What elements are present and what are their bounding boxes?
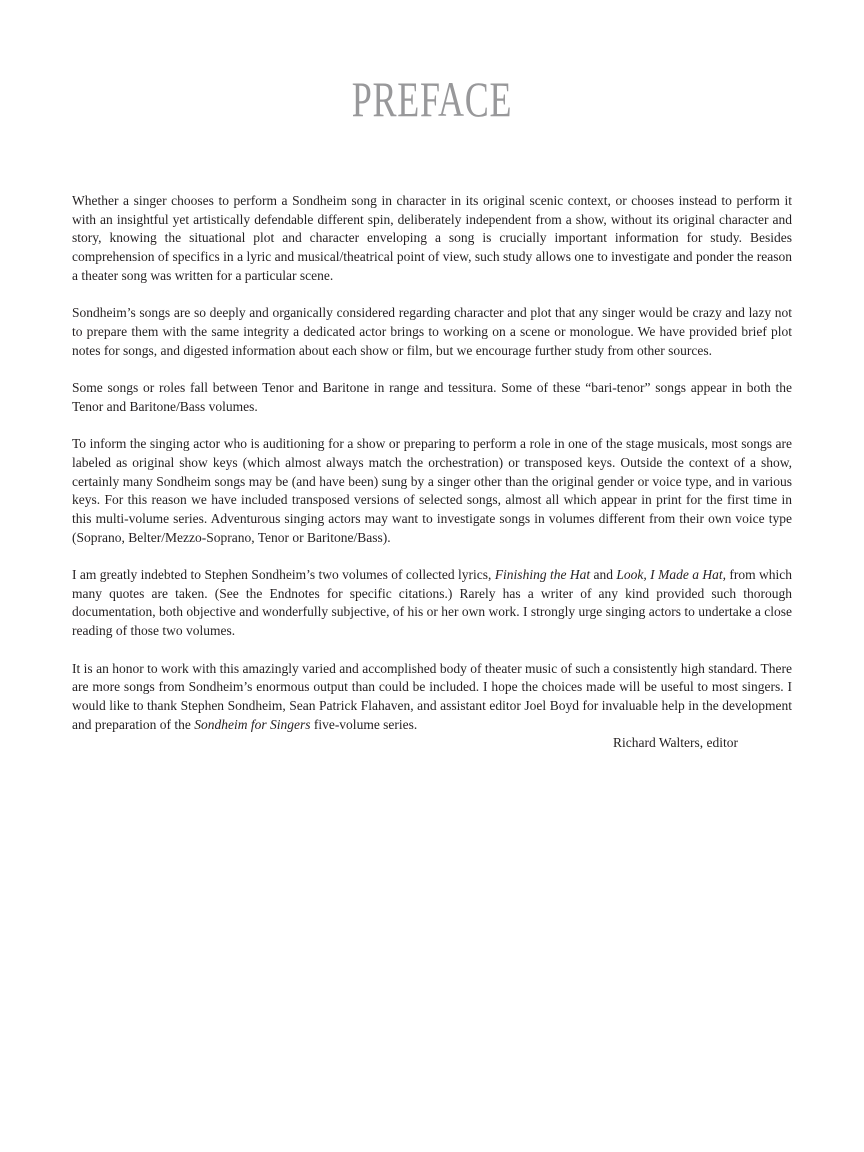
paragraph-text: It is an honor to work with this amazingly varied and accomplished body of theater music of such a consistently high standard. There are more songs from Sondheim’s enormous output than could be included. I hope the choices made will be useful to most singers. I would like to thank Stephen Sondheim, Sean Patrick Flahaven, and assistant editor Joel Boyd for invaluable help in the development and preparation of the (72, 660, 792, 732)
paragraph-text: To inform the singing actor who is auditioning for a show or preparing to perform a role in one of the stage musicals, most songs are labeled as original show keys (which almost always match the orchestration) or transposed keys. Outside the context of a show, certainly many Sondheim songs may be (and have been) sung by a singer other than the original gender or voice type, and in various keys. For this reason we have included transposed versions of selected songs, almost all which appear in print for the first time in this multi-volume series. Adventurous singing actors may want to investigate songs in volumes different from their own voice type (Soprano, Belter/Mezzo-Soprano, Tenor or Baritone/Bass). (72, 436, 792, 545)
paragraph (72, 435, 792, 547)
paragraph-text: I am greatly indebted to Stephen Sondheim’s two volumes of collected lyrics, (72, 567, 495, 582)
paragraph (72, 304, 792, 360)
page-title: PREFACE (351, 71, 513, 127)
paragraphs-container (72, 192, 792, 734)
paragraph-text: from which many quotes are taken. (See the Endnotes for specific citations.) Rarely has a writer of any kind provided such thorough documentation, both objective and wonderfully subjective, of his or her own work. I strongly urge singing actors to undertake a close reading of those two volumes. (72, 567, 793, 639)
paragraph-text: five-volume series. (310, 716, 418, 732)
paragraph (72, 660, 792, 735)
paragraph (72, 566, 792, 641)
paragraph (72, 192, 792, 286)
paragraph-text: Sondheim’s songs are so deeply and organically considered regarding character and plot that any singer would be crazy and lazy not to prepare them with the same integrity a dedicated actor brings to working on a scene or monologue. We have provided brief plot notes for songs, and digested information about each show or film, but we encourage further study from other sources. (72, 305, 792, 358)
editor-signature: Richard Walters, editor (612, 735, 738, 751)
paragraph-text: Whether a singer chooses to perform a Sondheim song in character in its original scenic context, or chooses instead to perform it with an insightful yet artistically defendable different spin, deliberately independent from a show, without its original character and story, knowing the situational plot and character enveloping a song is crucially important information for study. Besides comprehension of specifics in a lyric and musical/theatrical point of view, such study allows one to investigate and ponder the reason a theater song was written for a particular scene. (72, 193, 792, 283)
work-title-italic: Look, I Made a Hat, (616, 567, 726, 582)
preface-body (72, 192, 792, 753)
paragraph-text: and (590, 567, 617, 582)
paragraph-text: Some songs or roles fall between Tenor and Baritone in range and tessitura. Some of these “bari-tenor” songs appear in both the Tenor and Baritone/Bass volumes. (72, 380, 792, 414)
work-title-italic: Sondheim for Singers (194, 716, 311, 732)
work-title-italic: Finishing the Hat (494, 567, 591, 582)
paragraph (72, 379, 792, 416)
